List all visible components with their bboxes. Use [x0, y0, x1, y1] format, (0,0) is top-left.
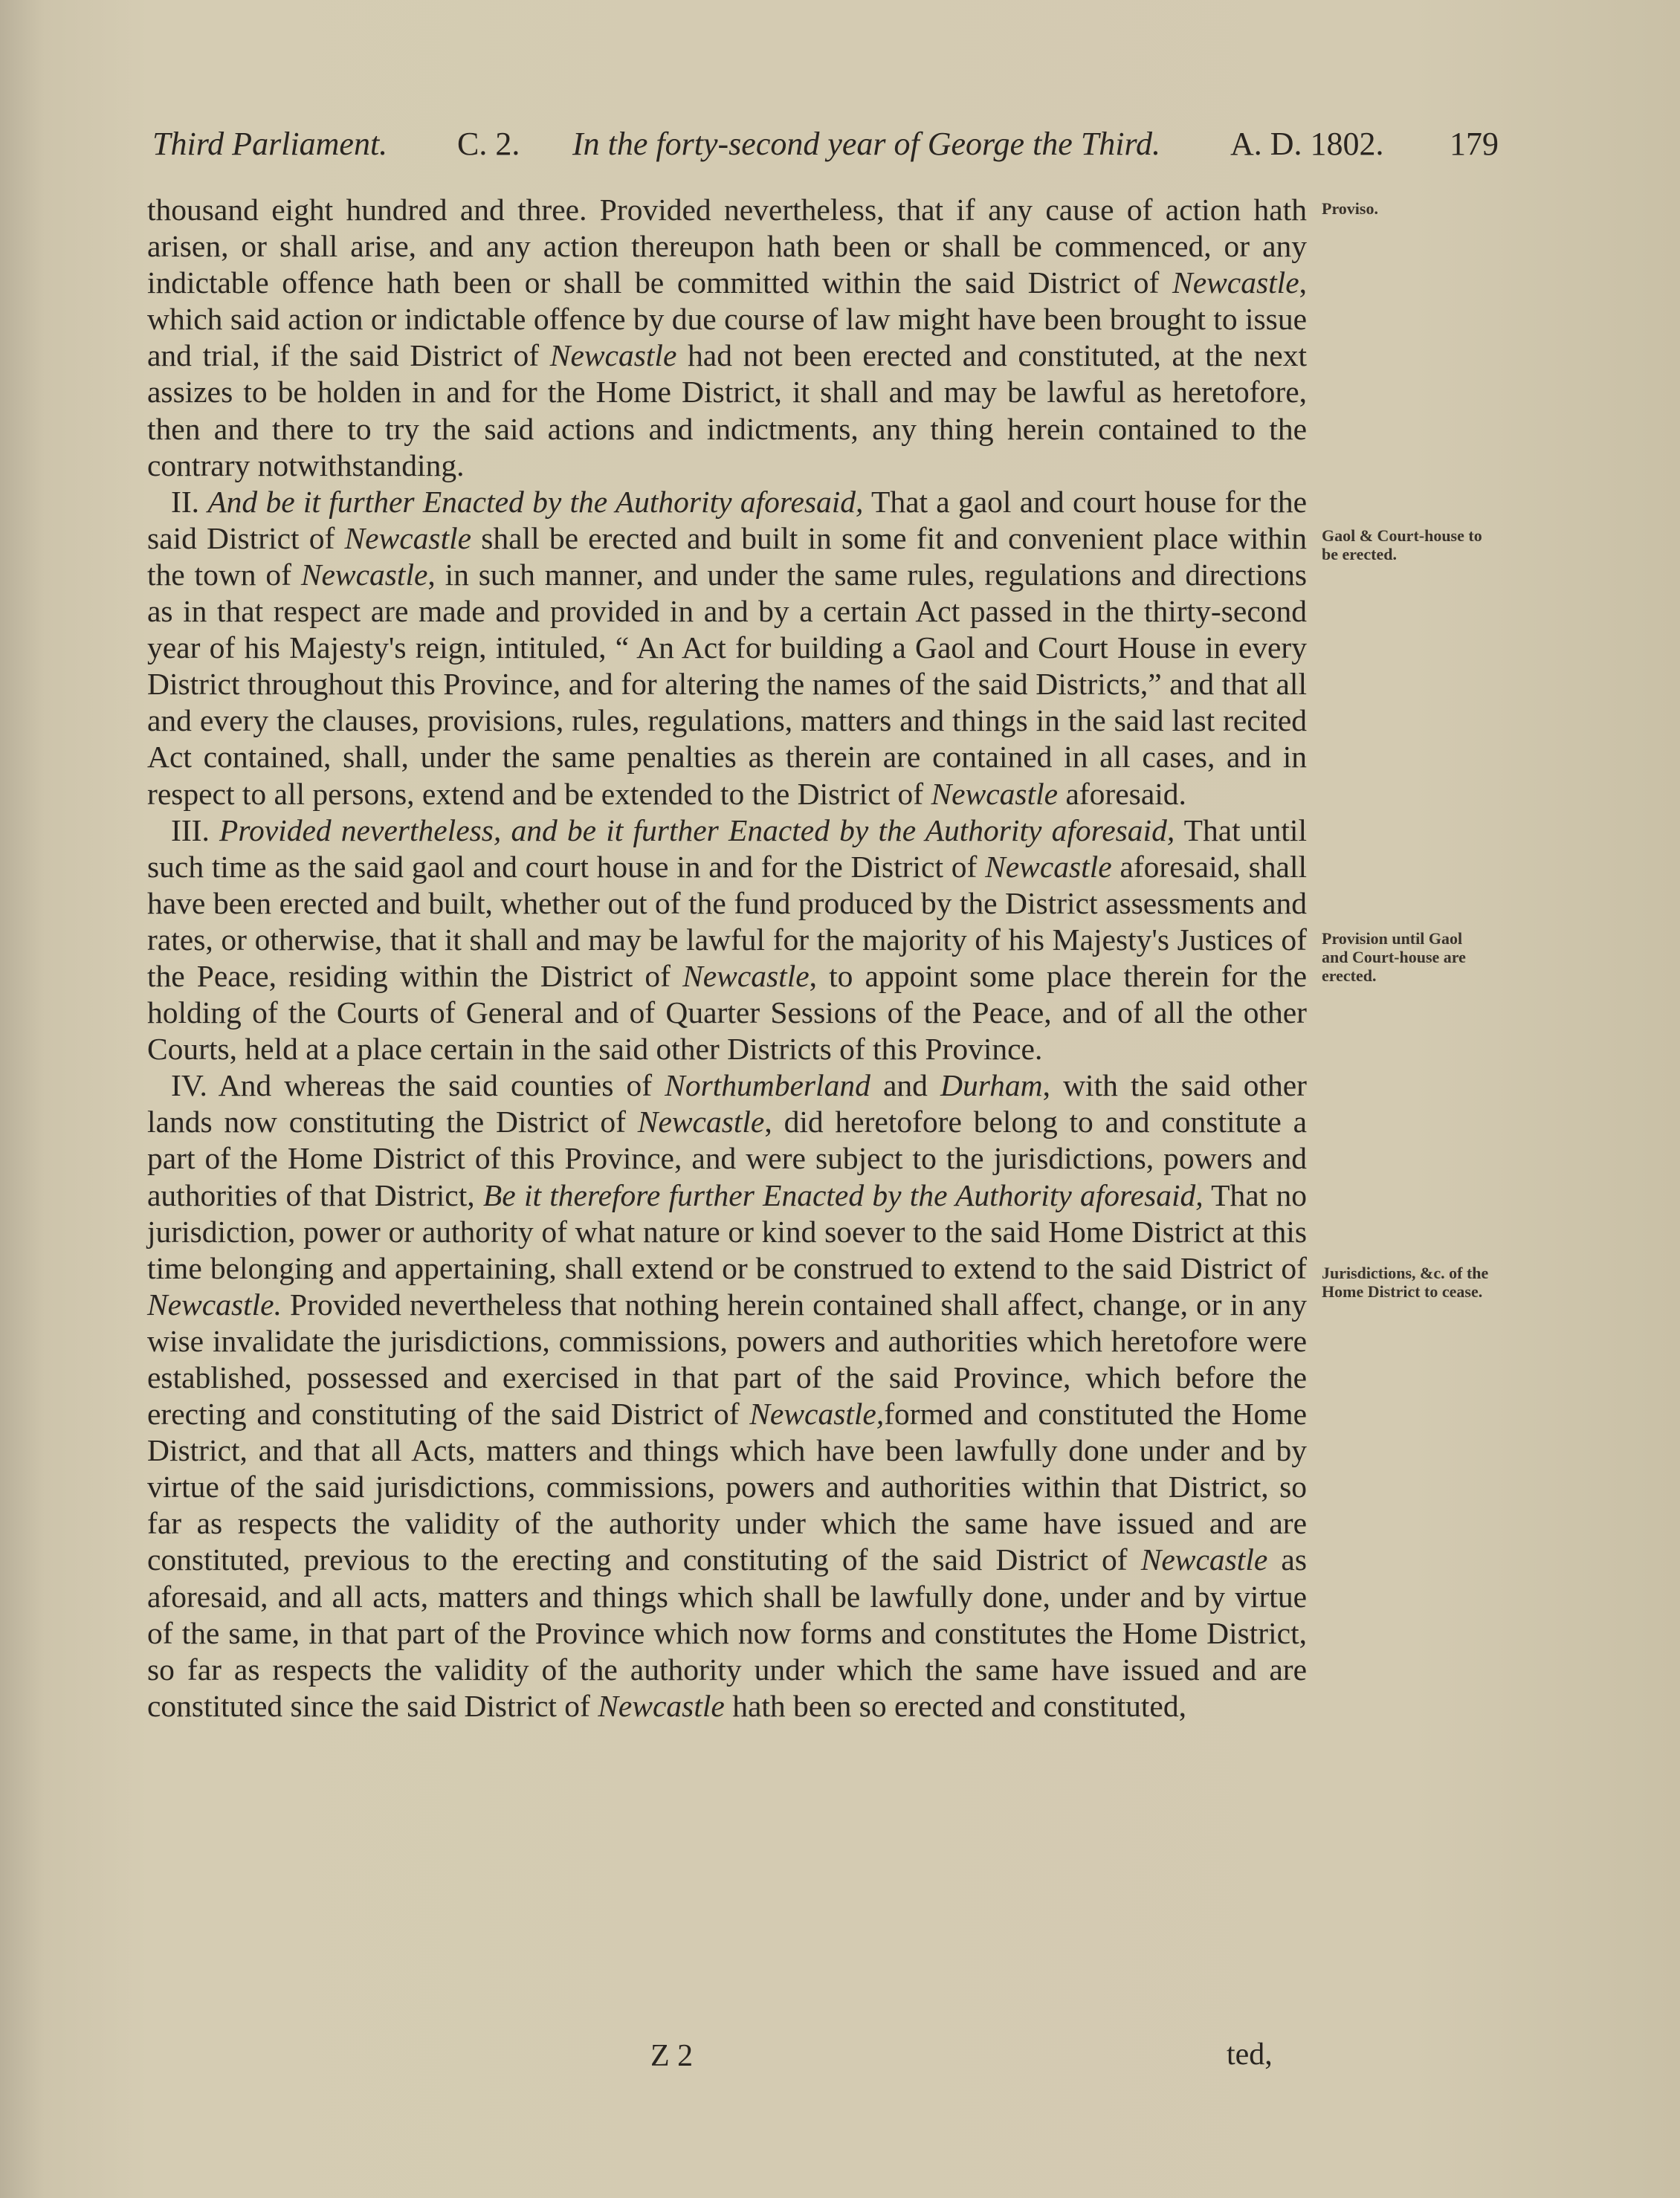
text-span: formed and constituted the Home District, and that all Acts, matters and things which have been lawfully done under and by virtue of the said jurisdictions, commissions, powers and authorities within that District, so far as respects the validity of the authority under which the same have issued and are constituted, previous to the erecting and constituting of the said District of — [147, 1397, 1307, 1577]
italic-span: Newcastle — [1140, 1542, 1268, 1577]
margin-note-gaol: Gaol & Court-house to be erected. — [1322, 526, 1482, 563]
page-number: 179 — [1450, 126, 1499, 162]
text-span: hath been so erected and constituted, — [724, 1688, 1186, 1723]
text-span: shall be erected and built in some fit and convenient place within the town of — [147, 520, 1307, 592]
running-head-date: A. D. 1802. — [1230, 126, 1384, 162]
italic-span: Newcastle — [344, 520, 472, 555]
text-span: aforesaid, shall have been erected and built, whether out of the fund produced by the District assessments and rates, or otherwise, that it shall and may be lawful for the majority of his Majesty's Justices of the Peace, residing within the District of — [147, 849, 1307, 993]
italic-span: Newcastle — [985, 849, 1112, 884]
text-span: , to appoint some place therein for the holding of the Courts of General and of Quarter Sessions of the Peace, and of all the other Courts, held at a place certain in the said other Districts of this Province. — [147, 958, 1307, 1067]
text-span: aforesaid. — [1058, 776, 1186, 811]
paragraph-continuation — [147, 192, 1307, 484]
text-span: IV. And whereas the said counties of — [171, 1068, 665, 1103]
italic-span: Be it therefore further Enacted by the Authority aforesaid, — [482, 1177, 1204, 1212]
margin-note-proviso: Proviso. — [1322, 199, 1378, 218]
margin-note-provision: Provision until Gaol and Court-house are erected. — [1322, 929, 1466, 985]
italic-span: Newcastle — [1172, 265, 1299, 300]
running-head — [152, 125, 1505, 169]
text-span: , in such manner, and under the same rules, regulations and directions as in that respect are made and provided in and by a certain Act passed in the thirty-second year of his Majesty's reign, intituled, “ An Act for building a Gaol and Court House in every District throughout this Province, and for altering the names of the said Districts,” and that all and every the clauses, provisions, rules, regulations, matters and things in the said last recited Act contained, shall, under the same penalties as therein are contained in all cases, and in respect to all persons, extend and be extended to the District of — [147, 557, 1307, 811]
italic-span: Newcastle — [598, 1688, 725, 1723]
italic-span: Durham — [940, 1068, 1043, 1103]
italic-span: Newcastle — [300, 557, 428, 592]
running-head-title: Third Parliament. — [152, 126, 388, 162]
section-iv — [147, 1067, 1307, 1725]
italic-span: Newcastle — [637, 1105, 765, 1140]
running-head-year: In the forty-second year of George the Third. — [572, 126, 1161, 162]
running-head-chapter: C. 2. — [457, 126, 520, 162]
text-span: as aforesaid, and all acts, matters and things which shall be lawfully done, under and by virtue of the same, in that part of the Province which now forms and constitutes the Home District, so far as respects the validity of the authority under which the same have issued and are constituted since the said District of — [147, 1542, 1307, 1723]
text-span: III. — [171, 812, 220, 847]
italic-span: Newcastle — [931, 776, 1059, 811]
text-span: had not been erected and constituted, at the next assizes to be holden in and for the Home District, it shall and may be lawful as heretofore, then and there to try the said actions and indictments, any thing herein contained to the contrary notwithstanding. — [147, 338, 1307, 482]
italic-span: And be it further Enacted by the Authority aforesaid, — [207, 484, 864, 519]
text-span: That a gaol and court house for the said District of — [147, 484, 1307, 555]
text-span: , with the said other lands now constituting the District of — [147, 1068, 1307, 1140]
section-ii — [147, 484, 1307, 812]
italic-span: Newcastle — [549, 338, 677, 373]
body-text — [147, 192, 1307, 1725]
catchword: ted, — [1227, 2037, 1273, 2072]
text-span: Provided nevertheless that nothing herein contained shall affect, change, or in any wise invalidate the jurisdictions, commissions, powers and authorities which heretofore were established, possessed and exercised in that part of the said Province, which before the erecting and constituting of the said District of — [147, 1287, 1307, 1432]
signature-mark: Z 2 — [650, 2039, 694, 2073]
text-span: That no jurisdiction, power or authority of what nature or kind soever to the said Home District at this time belonging and appertaining, shall extend or be construed to extend to the said District of — [147, 1177, 1307, 1285]
text-span: II. — [171, 484, 208, 519]
text-span: and — [870, 1068, 940, 1103]
italic-span: Northumberland — [665, 1068, 870, 1103]
text-span: thousand eight hundred and three. Provided nevertheless, that if any cause of action hath arisen, or shall arise, and any action thereupon hath been or shall be commenced, or any indictable offence hath been or shall be committed within the said District of — [147, 193, 1307, 300]
italic-span: Newcastle, — [749, 1397, 885, 1432]
text-span: , which said action or indictable offence by due course of law might have been brought to issue and trial, if the said District of — [147, 265, 1307, 373]
text-span: , did heretofore belong to and constitute a part of the Home District of this Province, and were subject to the jurisdictions, powers and authorities of that District, — [147, 1105, 1307, 1212]
text-span: That until such time as the said gaol and court house in and for the District of — [147, 812, 1307, 884]
section-iii — [147, 812, 1307, 1068]
italic-span: Newcastle. — [147, 1287, 282, 1322]
italic-span: Provided nevertheless, and be it further Enacted by the Authority aforesaid, — [219, 812, 1175, 847]
margin-note-jurisdictions: Jurisdictions, &c. of the Home District to cease. — [1322, 1264, 1489, 1301]
italic-span: Newcastle — [682, 958, 810, 993]
